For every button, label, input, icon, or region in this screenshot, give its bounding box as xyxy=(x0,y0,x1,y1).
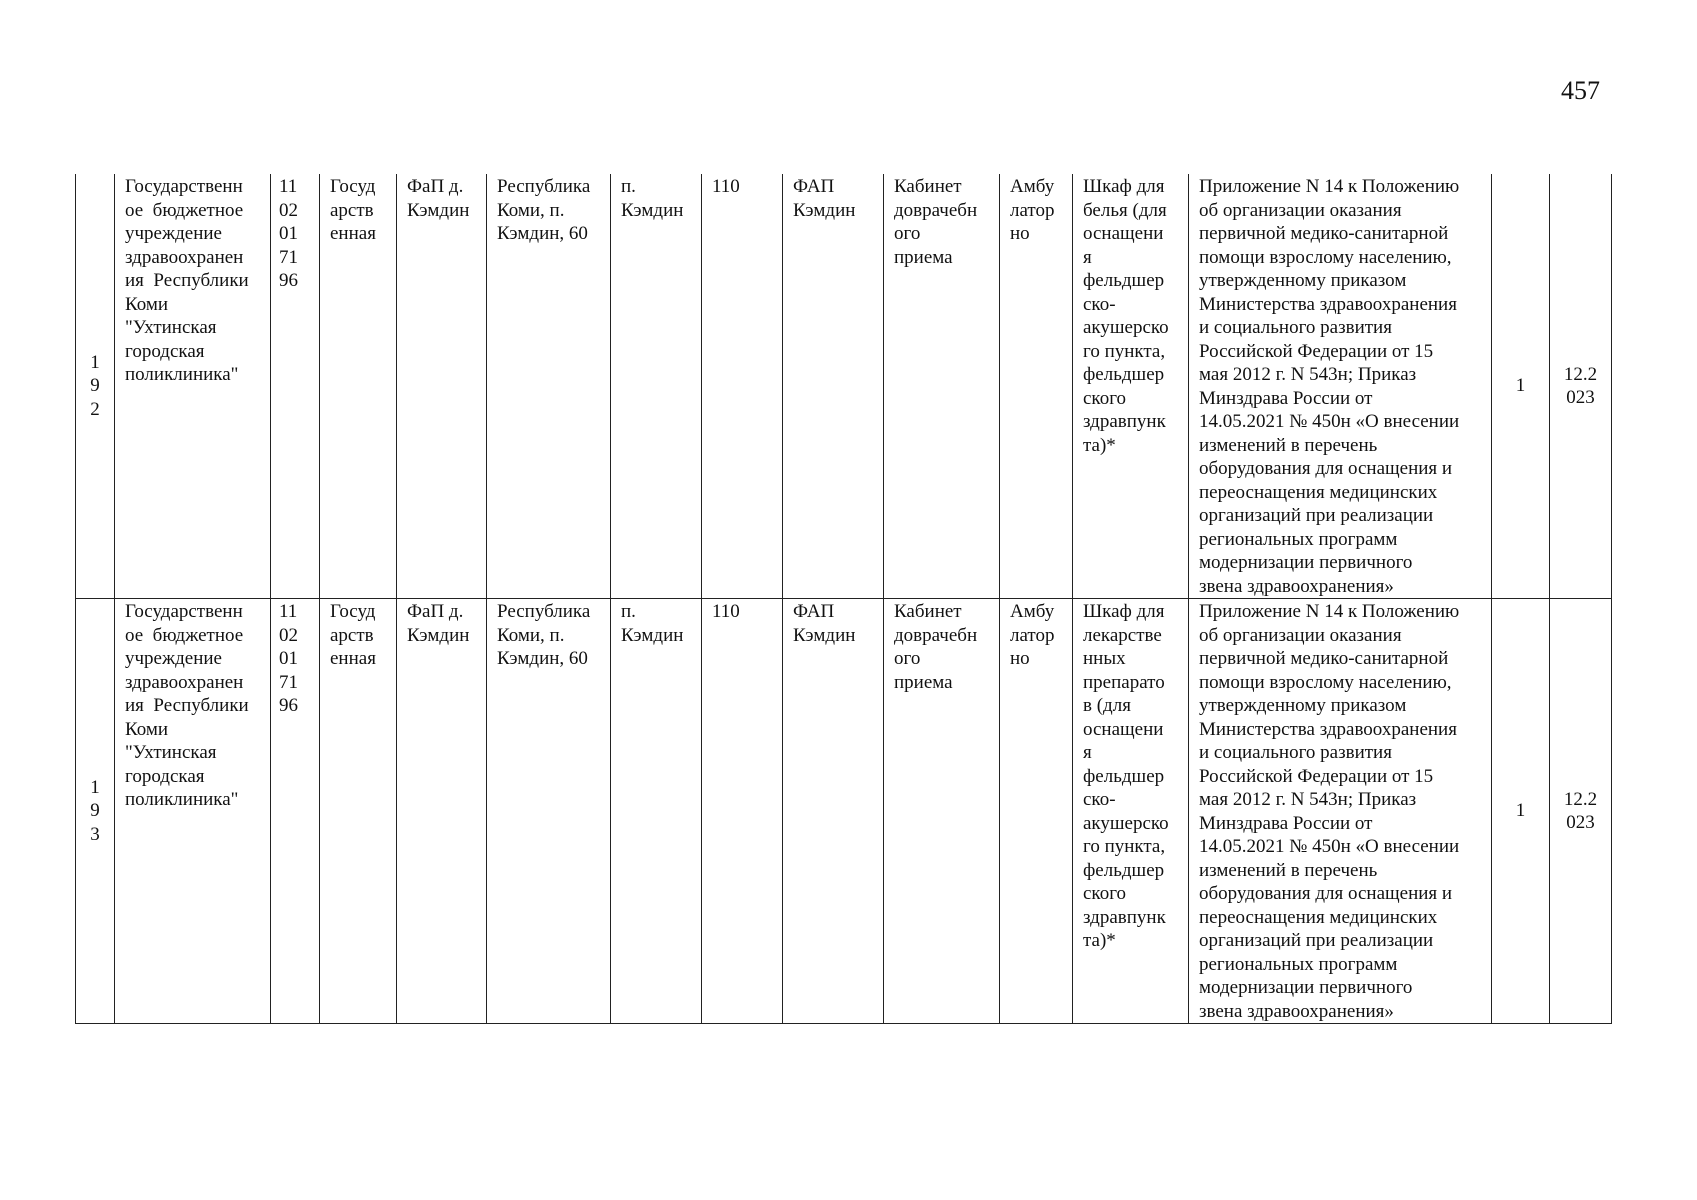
organization-cell: Государственн ое бюджетное учреждение здравоохранен ия Республики Коми "Ухтинская городская поликлиника" xyxy=(115,599,271,1024)
inn-cell: 11 02 01 71 96 xyxy=(271,174,320,599)
table-row xyxy=(76,174,1612,599)
row-number-cell: 193 xyxy=(76,599,115,1024)
care-type-cell: Амбу латор но xyxy=(1000,174,1073,599)
locality-cell: п. Кэмдин xyxy=(611,174,702,599)
equipment-table xyxy=(75,174,1612,1024)
inn-cell: 11 02 01 71 96 xyxy=(271,599,320,1024)
fap-cell: ФАП Кэмдин xyxy=(783,174,884,599)
code-cell: 110 xyxy=(702,174,783,599)
row-number-cell: 192 xyxy=(76,174,115,599)
organization-cell: Государственн ое бюджетное учреждение здравоохранен ия Республики Коми "Ухтинская городская поликлиника" xyxy=(115,174,271,599)
ownership-form-cell: Госуд арств енная xyxy=(320,599,397,1024)
locality-cell: п. Кэмдин xyxy=(611,599,702,1024)
legal-basis-cell: Приложение N 14 к Положению об организации оказания первичной медико-санитарной помощи взрослому населению, утвержденному приказом Министерства здравоохранения и социального развития Российской Федерации от 15 мая 2012 г. N 543н; Приказ Минздрава России от 14.05.2021 № 450н «О внесении изменений в перечень оборудования для оснащения и переоснащения медицинских организаций при реализации региональных программ модернизации первичного звена здравоохранения» xyxy=(1189,174,1492,599)
ownership-form-cell: Госуд арств енная xyxy=(320,174,397,599)
care-type-cell: Амбу латор но xyxy=(1000,599,1073,1024)
date-cell: 12.2 023 xyxy=(1550,174,1612,599)
address-cell: Республика Коми, п. Кэмдин, 60 xyxy=(487,174,611,599)
code-cell: 110 xyxy=(702,599,783,1024)
date-cell: 12.2 023 xyxy=(1550,599,1612,1024)
equipment-item-cell: Шкаф для лекарстве нных препарато в (для оснащени я фельдшер ско- акушерско го пункта, фельдшер ского здравпунк та)* xyxy=(1073,599,1189,1024)
address-cell: Республика Коми, п. Кэмдин, 60 xyxy=(487,599,611,1024)
cabinet-cell: Кабинет доврачебн ого приема xyxy=(884,174,1000,599)
page-number: 457 xyxy=(1561,76,1600,105)
unit-name-cell: ФаП д. Кэмдин xyxy=(397,174,487,599)
equipment-item-cell: Шкаф для белья (для оснащени я фельдшер ско- акушерско го пункта, фельдшер ского здравпунк та)* xyxy=(1073,174,1189,599)
unit-name-cell: ФаП д. Кэмдин xyxy=(397,599,487,1024)
quantity-cell: 1 xyxy=(1492,174,1550,599)
quantity-cell: 1 xyxy=(1492,599,1550,1024)
legal-basis-cell: Приложение N 14 к Положению об организации оказания первичной медико-санитарной помощи взрослому населению, утвержденному приказом Министерства здравоохранения и социального развития Российской Федерации от 15 мая 2012 г. N 543н; Приказ Минздрава России от 14.05.2021 № 450н «О внесении изменений в перечень оборудования для оснащения и переоснащения медицинских организаций при реализации региональных программ модернизации первичного звена здравоохранения» xyxy=(1189,599,1492,1024)
cabinet-cell: Кабинет доврачебн ого приема xyxy=(884,599,1000,1024)
fap-cell: ФАП Кэмдин xyxy=(783,599,884,1024)
table-row xyxy=(76,599,1612,1024)
